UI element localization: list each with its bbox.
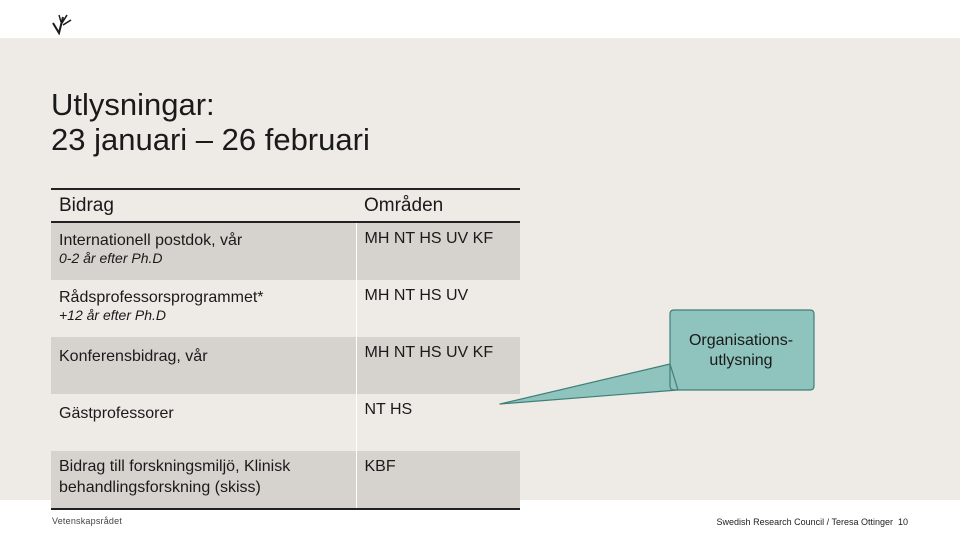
cell-omraden: MH NT HS UV bbox=[364, 287, 469, 304]
header-omraden: Områden bbox=[356, 189, 520, 222]
cell-omraden: NT HS bbox=[364, 401, 413, 418]
cell-omraden: KBF bbox=[356, 451, 520, 509]
table-header-row bbox=[51, 189, 520, 222]
bidrag-label: Bidrag till forskningsmiljö, Klinisk behandlingsforskning (skiss) bbox=[59, 458, 291, 496]
bidrag-label: Konferensbidrag, vår bbox=[59, 348, 208, 365]
callout-line-2: utlysning bbox=[709, 352, 773, 369]
bidrag-label: Rådsprofessorsprogrammet* bbox=[59, 289, 264, 306]
bidrag-label: Internationell postdok, vår bbox=[59, 232, 243, 249]
calls-table bbox=[51, 188, 520, 510]
page-number: 10 bbox=[897, 517, 908, 527]
table-row bbox=[51, 280, 520, 337]
bidrag-label: Gästprofessorer bbox=[59, 405, 174, 422]
vr-logo-icon bbox=[50, 11, 74, 35]
callout-text bbox=[672, 331, 810, 371]
header-bidrag: Bidrag bbox=[51, 189, 356, 222]
table-row bbox=[51, 394, 520, 451]
title-line-2: 23 januari – 26 februari bbox=[51, 122, 370, 157]
cell-bidrag bbox=[51, 222, 356, 280]
cell-bidrag bbox=[51, 280, 356, 337]
footer-credit bbox=[717, 517, 908, 527]
cell-bidrag bbox=[51, 394, 356, 451]
bidrag-note: 0-2 år efter Ph.D bbox=[59, 250, 163, 266]
footer-org-name: Vetenskapsrådet bbox=[52, 516, 123, 526]
slide-title bbox=[51, 87, 370, 157]
table-row bbox=[51, 451, 520, 509]
cell-omraden: MH NT HS UV KF bbox=[356, 222, 520, 280]
bidrag-note: +12 år efter Ph.D bbox=[59, 307, 167, 323]
cell-bidrag bbox=[51, 337, 356, 394]
callout-line-1: Organisations- bbox=[688, 332, 794, 349]
footer-credit-text: Swedish Research Council / Teresa Ottinger bbox=[716, 517, 893, 527]
table-row bbox=[51, 222, 520, 280]
table-row bbox=[51, 337, 520, 394]
cell-omraden: MH NT HS UV KF bbox=[356, 337, 520, 394]
cell-bidrag bbox=[51, 451, 356, 509]
title-line-1: Utlysningar: bbox=[51, 87, 215, 122]
